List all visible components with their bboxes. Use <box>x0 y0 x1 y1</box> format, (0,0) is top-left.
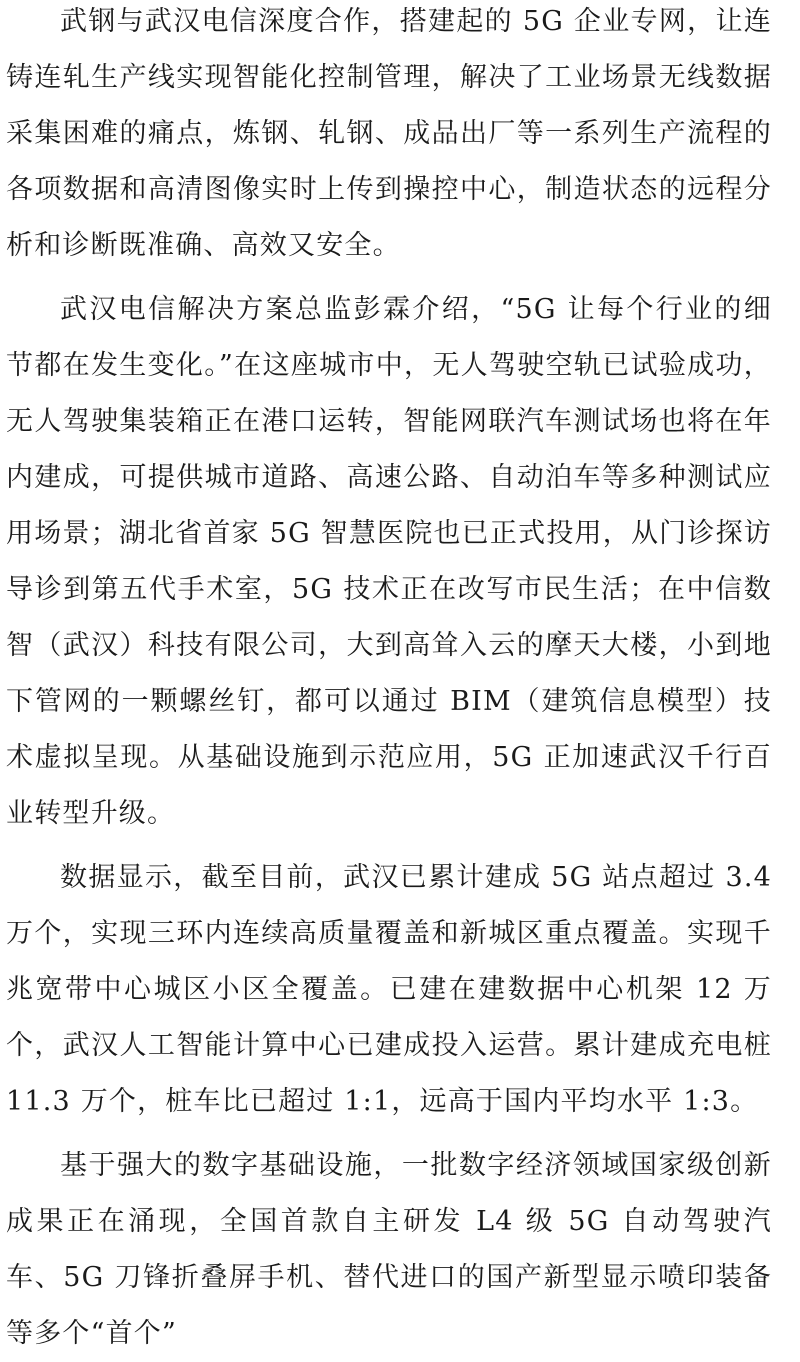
paragraph-3: 数据显示，截至目前，武汉已累计建成 5G 站点超过 3.4 万个，实现三环内连续高质量覆盖和新城区重点覆盖。实现千兆宽带中心城区小区全覆盖。已建在建数据中心机架 12 万个，武汉人工智能计算中心已建成投入运营。累计建成充电桩 11.3 万个，桩车比已超过 1:1，远高于国内平均水平 1:3。 <box>6 862 772 1117</box>
paragraph-2: 武汉电信解决方案总监彭霖介绍，“5G 让每个行业的细节都在发生变化。”在这座城市中，无人驾驶空轨已试验成功，无人驾驶集装箱正在港口运转，智能网联汽车测试场也将在年内建成，可提供城市道路、高速公路、自动泊车等多种测试应用场景；湖北省首家 5G 智慧医院也已正式投用，从门诊探访导诊到第五代手术室，5G 技术正在改写市民生活；在中信数智（武汉）科技有限公司，大到高耸入云的摩天大楼，小到地下管网的一颗螺丝钉，都可以通过 BIM（建筑信息模型）技术虚拟呈现。从基础设施到示范应用，5G 正加速武汉千行百业转型升级。 <box>6 294 772 829</box>
paragraph-4: 基于强大的数字基础设施，一批数字经济领域国家级创新成果正在涌现，全国首款自主研发 L4 级 5G 自动驾驶汽车、5G 刀锋折叠屏手机、替代进口的国产新型显示喷印装备等多个“首个” <box>6 1150 772 1349</box>
paragraph-1: 武钢与武汉电信深度合作，搭建起的 5G 企业专网，让连铸连轧生产线实现智能化控制管理，解决了工业场景无线数据采集困难的痛点，炼钢、轧钢、成品出厂等一系列生产流程的各项数据和高清图像实时上传到操控中心，制造状态的远程分析和诊断既准确、高效又安全。 <box>6 6 772 261</box>
